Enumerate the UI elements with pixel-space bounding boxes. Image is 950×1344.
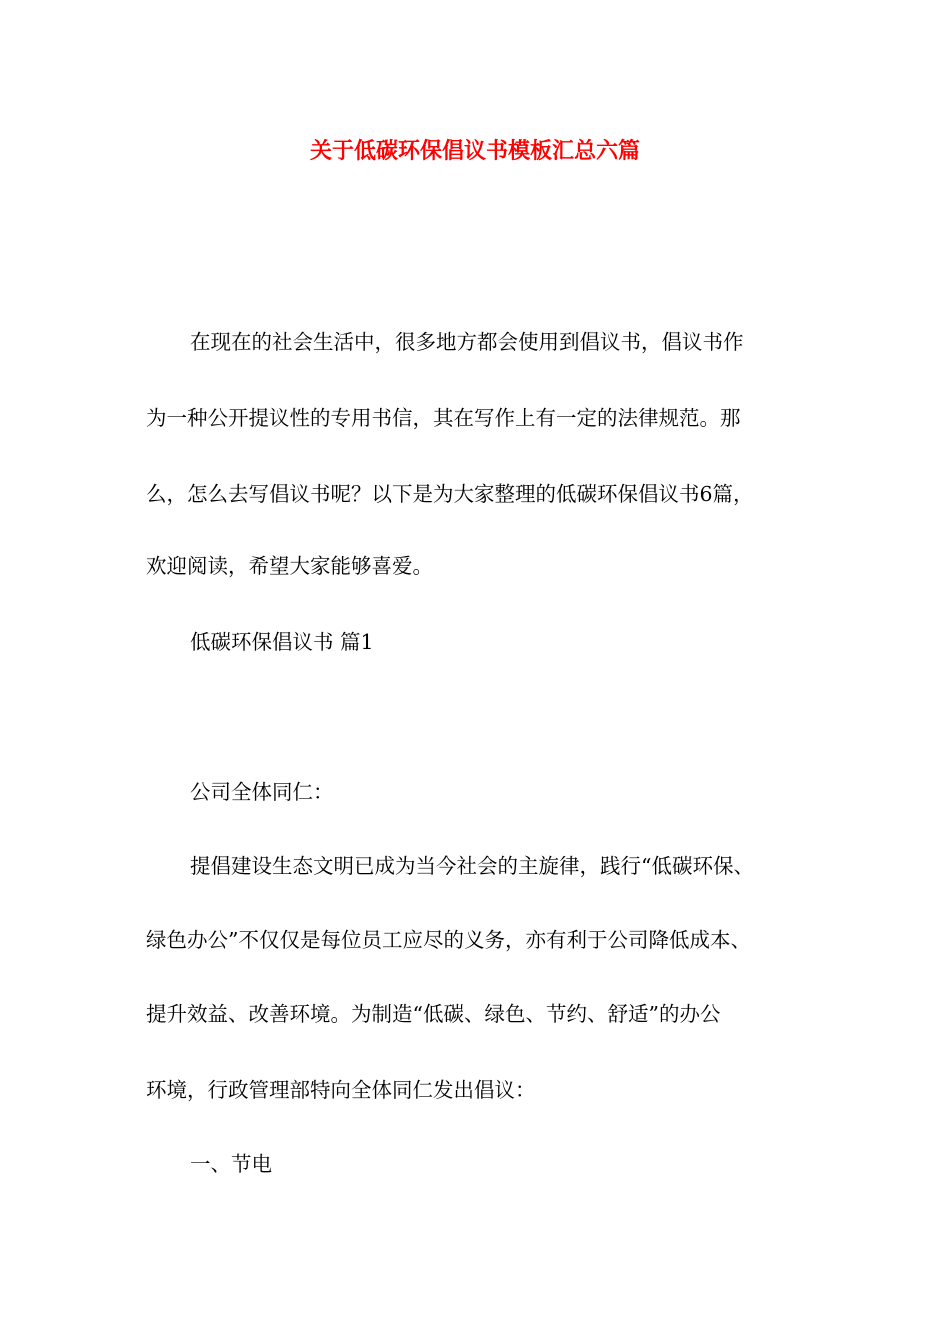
section-heading: 低碳环保倡议书 篇1 [190,630,374,654]
paragraph-line: 提倡建设生态文明已成为当今社会的主旋律，践行“低碳环保、 [190,854,754,878]
document-title: 关于低碳环保倡议书模板汇总六篇 [309,138,640,164]
list-heading: 一、节电 [190,1152,272,1176]
salutation: 公司全体同仁： [190,780,334,804]
paragraph-line: 提升效益、改善环境。为制造“低碳、绿色、节约、舒适”的办公 [146,1002,721,1026]
paragraph-line: 欢迎阅读，希望大家能够喜爱。 [146,554,433,578]
paragraph-line: 绿色办公”不仅仅是每位员工应尽的义务，亦有利于公司降低成本、 [146,928,751,952]
paragraph-line: 环境，行政管理部特向全体同仁发出倡议： [146,1078,536,1102]
paragraph-line: 么，怎么去写倡议书呢？以下是为大家整理的低碳环保倡议书6篇， [146,482,754,506]
paragraph-line: 在现在的社会生活中，很多地方都会使用到倡议书，倡议书作 [190,330,744,354]
paragraph-line: 为一种公开提议性的专用书信，其在写作上有一定的法律规范。那 [146,406,741,430]
